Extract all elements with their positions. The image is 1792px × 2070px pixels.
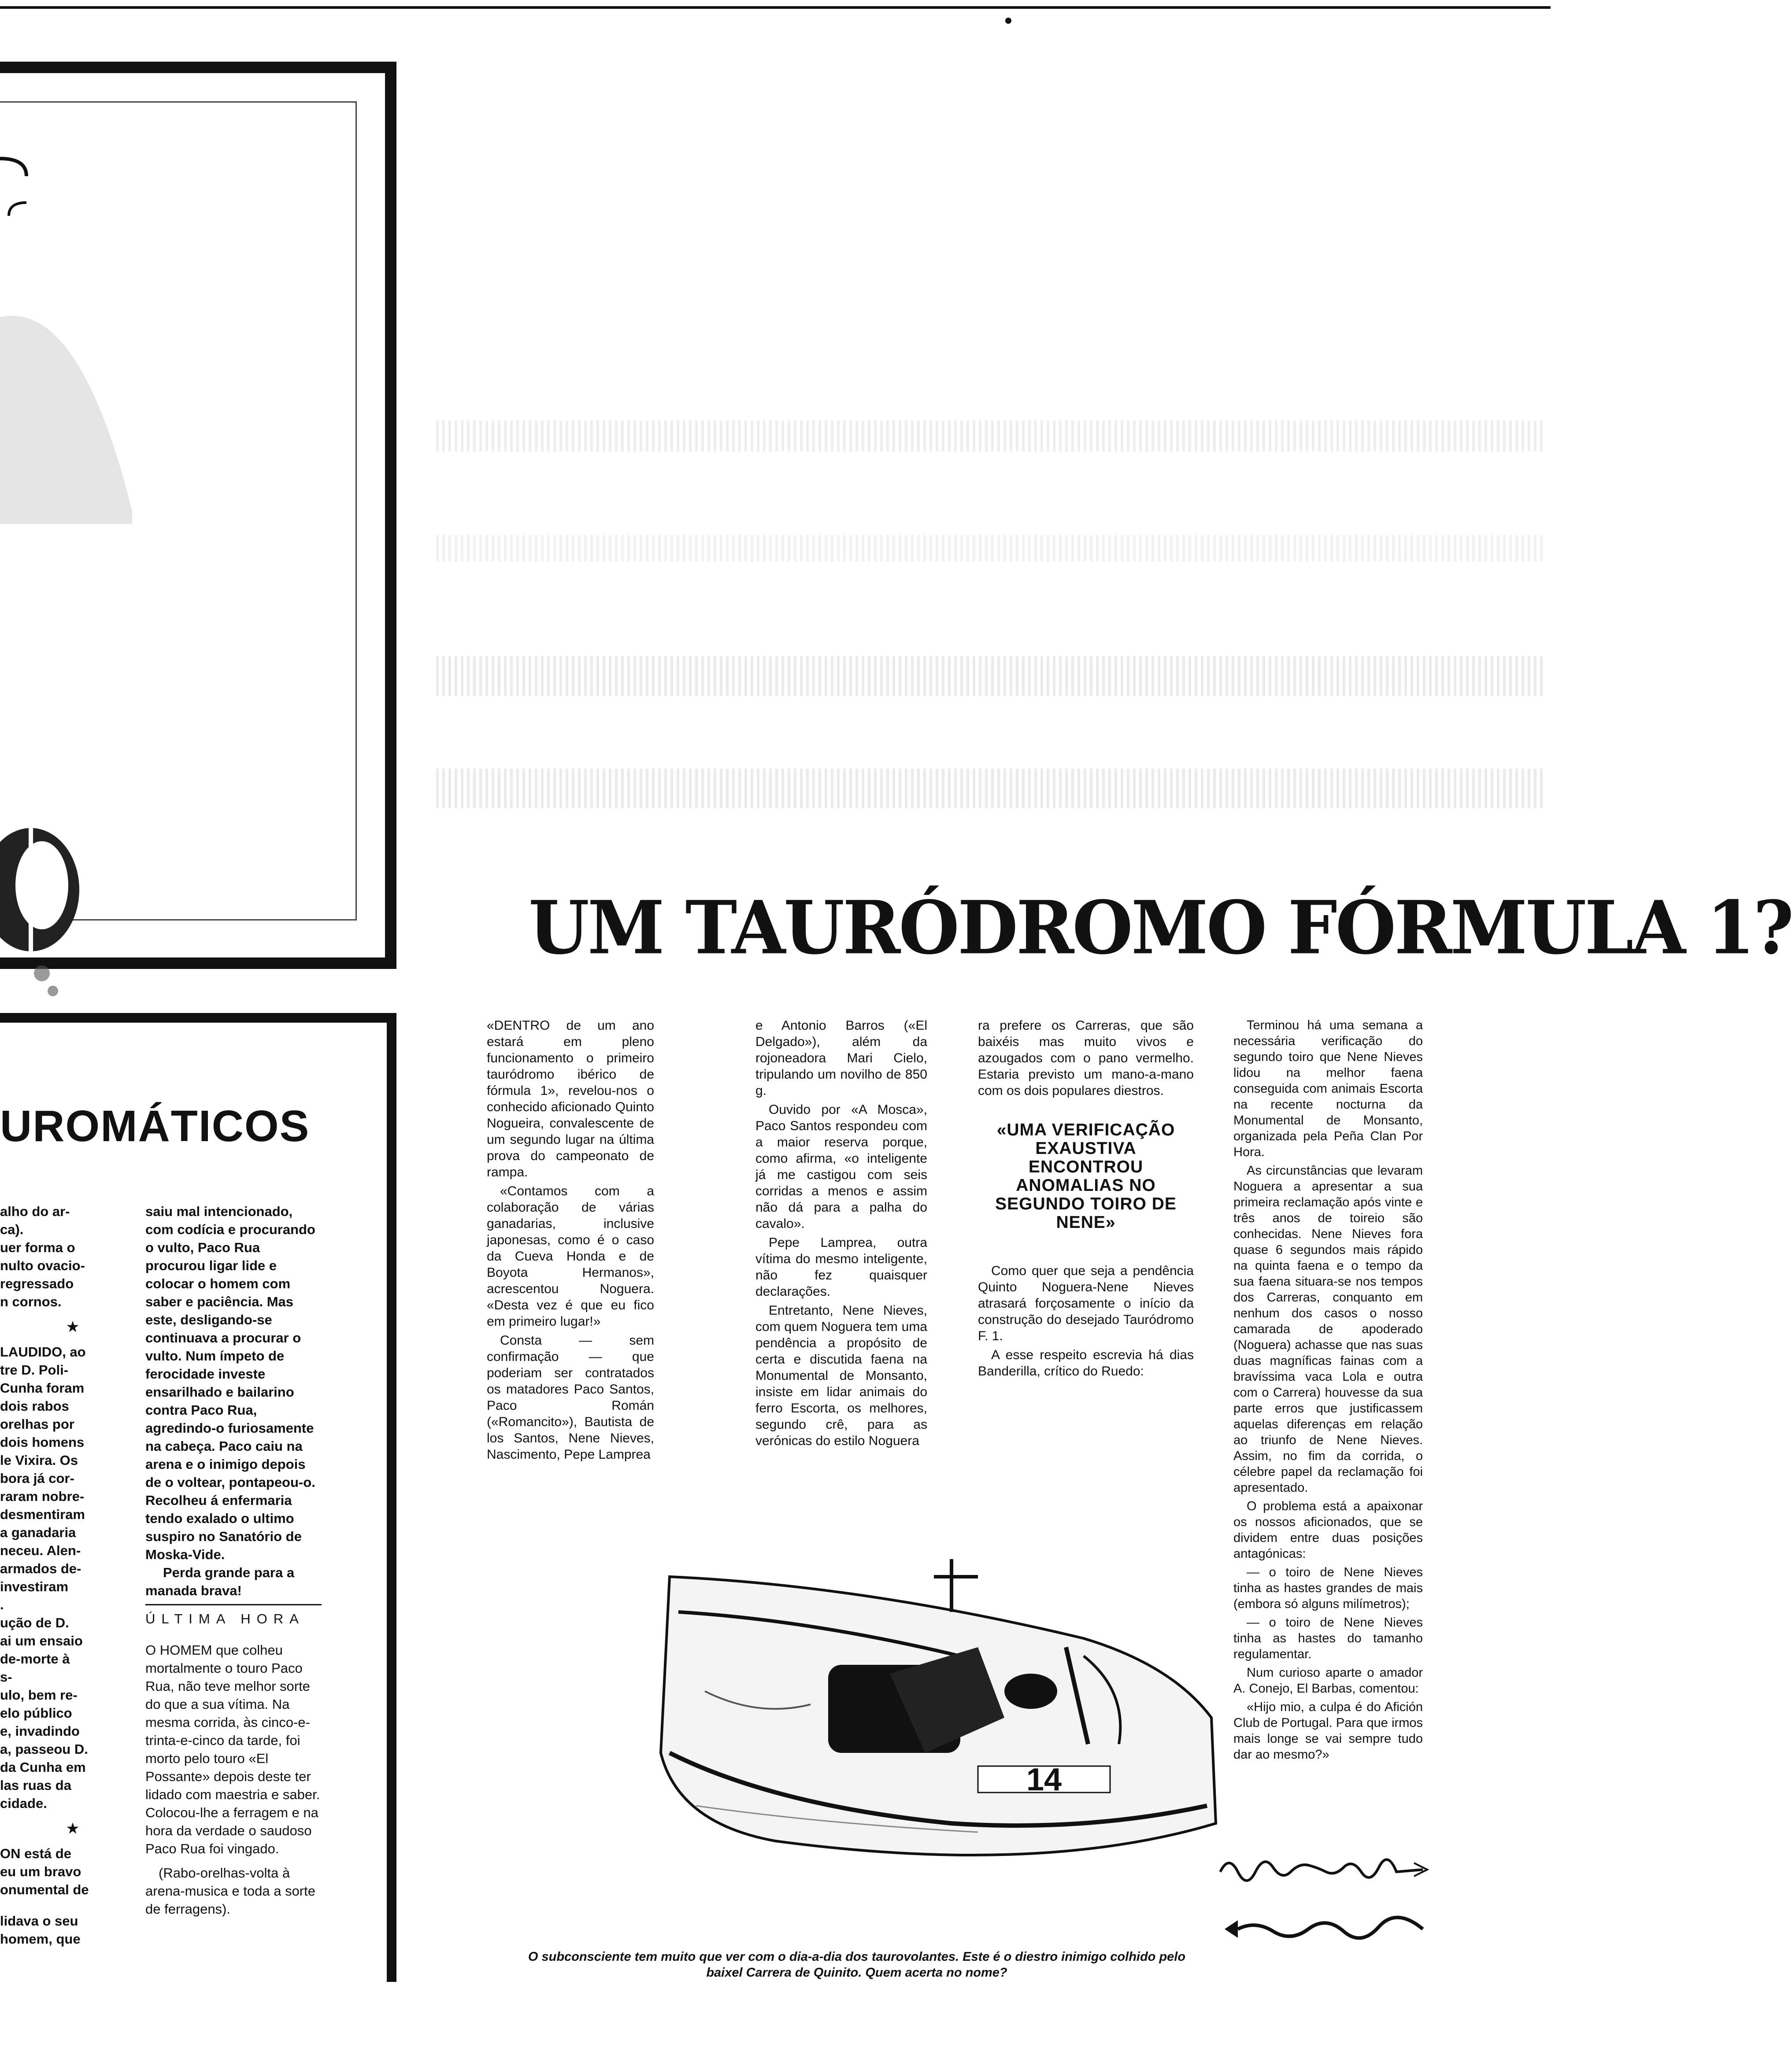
halftone-strip-3: [436, 656, 1546, 696]
left-article-line: ★: [67, 1821, 79, 1836]
left-article-bold-text: saiu mal intencionado, com codícia e procurando o vulto, Paco Rua procurou ligar lide e colocar o homem com saber e paciência. Mas este, desligando-se continuava a procurar o vulto. Num ímpeto de ferocidade investe ensarilhado e bailarino contra Paco Rua, agredindo-o furiosamente na cabeça. Paco caiu na arena e o inimigo depois de o voltear, pontapeou-o. Recolheu á enfermaria tendo exalado o ultimo suspiro no Sanatório de Moska-Vide.: [145, 1204, 315, 1562]
paragraph: «DENTRO de um ano estará em pleno funcionamento o primeiro tauródromo ibérico de fórmula 1», revelou-nos o conhecido aficionado Quinto Nogueira, convalescente de um segundo lugar na última prova do campeonato de rampa.: [487, 1018, 654, 1179]
left-article-line: alho do ar-: [0, 1204, 70, 1219]
left-article-line: regressado: [0, 1276, 74, 1291]
article-col1: [487, 1017, 654, 1465]
paragraph: «Hijo mio, a culpa é do Afición Club de Portugal. Para que irmos mais longe se vai sempre tudo dar ao mesmo?»: [1233, 1700, 1423, 1762]
left-article-line: ON está de: [0, 1846, 71, 1861]
left-article-bold-text-2: Perda grande para a manada brava!: [145, 1565, 295, 1598]
paragraph: A esse respeito escrevia há dias Banderilla, crítico do Ruedo:: [978, 1348, 1194, 1379]
article-headline: UM TAURÓDROMO FÓRMULA 1?: [529, 885, 1792, 971]
left-article-line: de-morte à: [0, 1651, 70, 1667]
left-article-plain-text: O HOMEM que colheu mortalmente o touro Paco Rua, não teve melhor sorte do que a sua vítima. Na mesma corrida, às cinco-e-trinta-e-cinco da tarde, foi morto pelo touro «El Possante» depois deste ter lidado com maestria e saber. Colocou-lhe a ferragem e na hora da verdade o saudoso Paco Rua foi vingado.: [145, 1642, 320, 1856]
paragraph: Pepe Lamprea, outra vítima do mesmo inteligente, não fez quaisquer declarações.: [755, 1235, 927, 1299]
left-article-line: investiram: [0, 1579, 69, 1594]
left-article-line: onumental de: [0, 1882, 89, 1897]
paragraph: — o toiro de Nene Nieves tinha as hastes grandes de mais (embora só alguns milímetros);: [1233, 1565, 1423, 1611]
stamp-scribble: [1220, 1916, 1432, 1942]
photo-caption: O subconsciente tem muito que ver com o dia-a-dia dos taurovolantes. Este é o diestro inimigo colhido pelo baixel Carrera de Quinito. Quem acerta no nome?: [528, 1950, 1186, 1980]
signature-scribble: [1220, 1854, 1432, 1881]
left-article-line: le Vixira. Os: [0, 1453, 78, 1468]
paragraph: «Contamos com a colaboração de várias ganadarias, inclusive japonesas, como é o caso da Cueva Honda e de Boyota Hermanos», acrescentou Noguera. «Desta vez é que eu fico em primeiro lugar!»: [487, 1184, 654, 1329]
left-article-line: ução de D.: [0, 1615, 69, 1630]
left-article-line: bora já cor-: [0, 1471, 74, 1486]
left-article-line: n cornos.: [0, 1294, 62, 1309]
left-article-heading: UROMÁTICOS: [0, 1102, 310, 1151]
left-article-plain-text-2: (Rabo-orelhas-volta à arena-musica e toda a sorte de ferragens).: [145, 1865, 315, 1917]
left-article-line: a, passeou D.: [0, 1741, 88, 1757]
race-car-photo: [643, 1559, 1229, 1885]
ultima-hora-label: ÚLTIMA HORA: [145, 1611, 305, 1626]
halftone-strip-4: [436, 769, 1546, 808]
article-col2: [755, 1017, 927, 1452]
ink-dot: [1005, 18, 1011, 24]
left-article-line: LAUDIDO, ao: [0, 1344, 86, 1360]
left-article-line: ulo, bem re-: [0, 1687, 78, 1703]
divider: [145, 1604, 322, 1605]
article-col4: [1233, 1017, 1423, 1765]
paragraph: Ouvido por «A Mosca», Paco Santos respondeu com a maior reserva porque, como afirma, «o inteligente já me castigou com seis corridas a menos e assim não dá para a palha do cavalo».: [755, 1102, 927, 1231]
left-article-line: da Cunha em: [0, 1760, 86, 1775]
paragraph: — o toiro de Nene Nieves tinha as hastes do tamanho regulamentar.: [1233, 1615, 1423, 1661]
top-rule: [0, 6, 1551, 9]
left-article-line: s-: [0, 1669, 12, 1685]
car-number: 14: [1026, 1762, 1062, 1797]
left-article-line: homem, que: [0, 1931, 81, 1947]
left-article-line: .: [0, 1597, 4, 1612]
left-article-line: lidava o seu: [0, 1913, 78, 1929]
paragraph: Como quer que seja a pendência Quinto Noguera-Nene Nieves atrasará forçosamente o início da construção do desejado Tauródromo F. 1.: [978, 1264, 1194, 1343]
paragraph: Consta — sem confirmação — que poderiam ser contratados os matadores Paco Santos, Paco Román («Romancito»), Bautista de los Santos, Nene Nieves, Nascimento, Pepe Lamprea: [487, 1333, 654, 1462]
left-article-line: dois rabos: [0, 1398, 69, 1414]
left-article-col2: [145, 1202, 322, 1918]
left-article-line: raram nobre-: [0, 1489, 85, 1504]
left-article-line: a ganadaria: [0, 1525, 76, 1540]
left-article-col1: [0, 1202, 145, 1948]
left-article-line: ca).: [0, 1222, 24, 1237]
paragraph: ra prefere os Carreras, que são baixéis mas muito vivos e azougados com o pano vermelho. Estaria previsto um mano-a-mano com os dois populares diestros.: [978, 1018, 1194, 1098]
left-article-line: orelhas por: [0, 1416, 74, 1432]
paragraph: Terminou há uma semana a necessária verificação do segundo toiro que Nene Nieves lidou na melhor faena conseguida com animais Escorta na recente nocturna da Monumental de Monsanto, organizada pela Peña Clan Por Hora.: [1233, 1018, 1423, 1159]
left-article-line: ★: [67, 1319, 79, 1334]
paragraph: Entretanto, Nene Nieves, com quem Noguera tem uma pendência a propósito de certa e discutida faena na Monumental de Monsanto, insiste em lidar animais do ferro Escorta, os melhores, segundo crê, para as verónicas do estilo Noguera: [755, 1303, 927, 1448]
paragraph: e Antonio Barros («El Delgado»), além da rojoneadora Mari Cielo, tripulando um novilho de 850 g.: [755, 1018, 927, 1098]
left-faded-illustration: [0, 70, 361, 1004]
left-article-line: uer forma o: [0, 1240, 75, 1255]
left-article-line: cidade.: [0, 1796, 47, 1811]
left-article-line: nulto ovacio-: [0, 1258, 85, 1273]
left-article-line: las ruas da: [0, 1778, 71, 1793]
left-article-line: eu um bravo: [0, 1864, 81, 1879]
article-col3: [978, 1017, 1194, 1382]
left-article-line: [0, 1899, 145, 1912]
paragraph: As circunstâncias que levaram Noguera a apresentar a sua primeira reclamação após vinte e três anos de toireio são conhecidas. Nene Nieves fora quase 6 segundos mais rápido na quinta faena e o tempo da sua faena situara-se nos tempos dos Carreras, conquanto em nenhum dos casos o nosso camarada de apoderado (Noguera) achasse que nas suas duas magníficas fainas com a bravíssima vaca Lola e outra com o Carrera) houvesse da sua parte erros que justificassem aquelas diferenças em relação ao triunfo de Nene Nieves. Assim, no fim da corrida, o célebre papel da reclamação foi apresentado.: [1233, 1164, 1423, 1495]
left-article-line: desmentiram: [0, 1507, 85, 1522]
left-article-line: Cunha foram: [0, 1380, 85, 1396]
left-article-line: elo público: [0, 1705, 72, 1721]
article-subhead: «UMA VERIFICAÇÃO EXAUSTIVA ENCONTROU ANOMALIAS NO SEGUNDO TOIRO DE NENE»: [995, 1120, 1177, 1232]
left-article-line: e, invadindo: [0, 1723, 80, 1739]
left-article-line: dois homens: [0, 1434, 85, 1450]
left-article-line: neceu. Alen-: [0, 1543, 81, 1558]
halftone-strip-2: [436, 535, 1546, 562]
paragraph: O problema está a apaixonar os nossos aficionados, que se dividem entre duas posições antagónicas:: [1233, 1499, 1423, 1561]
left-article-line: ai um ensaio: [0, 1633, 83, 1649]
left-article-line: armados de-: [0, 1561, 81, 1576]
halftone-strip-1: [436, 421, 1546, 451]
left-article-line: tre D. Poli-: [0, 1362, 69, 1378]
paragraph: Num curioso aparte o amador A. Conejo, El Barbas, comentou:: [1233, 1666, 1423, 1696]
